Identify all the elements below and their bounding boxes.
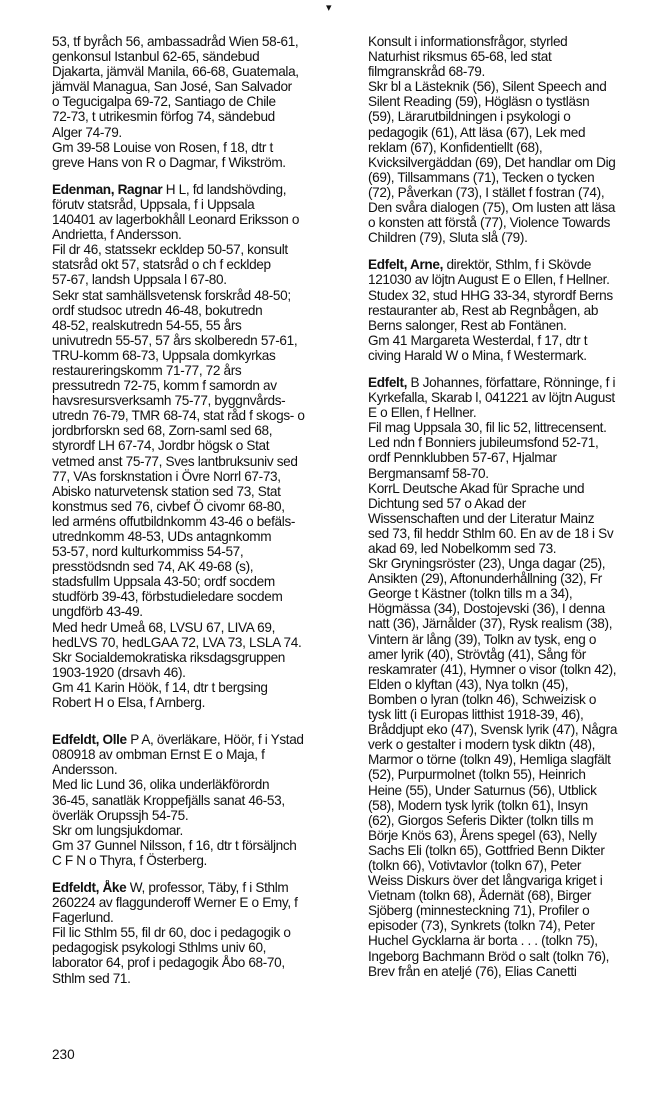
entry-line: Sjöberg (minnesteckning 71), Profiler o: [368, 903, 590, 919]
entry-line: vetmed anst 75-77, Sves lantbruksuniv sed: [52, 453, 298, 469]
entry-line: C F N o Thyra, f Österberg.: [52, 852, 207, 868]
entry-line: akad 69, led Nobelkomm sed 73.: [368, 541, 557, 556]
entry-line: Fil mag Uppsala 30, fil lic 52, littrecensent.: [368, 420, 607, 436]
entry-line: presstödsndn sed 74, AK 49-68 (s),: [52, 559, 254, 575]
entry-edfeldt-ake: [52, 880, 364, 986]
entry-line: Andrietta, f Andersson.: [52, 227, 182, 243]
entry-line: jordbrforskn sed 68, Zorn-saml sed 68,: [52, 423, 273, 439]
entry-line: (tolkn 66), Votivtavlor (tolkn 67), Peter: [368, 857, 582, 873]
entry-line: Ansikten (29), Aftonunderhållning (32), Fr: [368, 571, 602, 587]
entry-line: konstmus sed 76, civbef Ö civomr 68-80,: [52, 498, 285, 514]
entry-line: Den svåra dialogen (75), Om lusten att läsa: [368, 200, 616, 216]
entry-line: 48-52, realskutredn 54-55, 55 års: [52, 317, 242, 333]
entry-line: Elden o klyftan (43), Nya tolkn (45),: [368, 676, 569, 692]
entry-line: styrordf LH 67-74, Jordbr högsk o Stat: [52, 438, 270, 454]
entry-line: o Tegucigalpa 69-72, Santiago de Chile: [52, 94, 276, 110]
entry-line: TRU-komm 68-73, Uppsala domkyrkas: [52, 347, 276, 363]
page-top-mark: ▾: [326, 2, 332, 14]
entry-line: Alger 74-79.: [52, 124, 122, 140]
entry-line: (62), Giorgos Seferis Dikter (tolkn tills m: [368, 812, 594, 828]
entry-line: överläk Orupssjh 54-75.: [52, 807, 189, 823]
entry-line: 080918 av ombman Ernst E o Maja, f: [52, 747, 265, 763]
entry-line: genkonsul Istanbul 62-65, sändebud: [52, 49, 260, 65]
entry-line: havsresursverksamh 75-77, byggnvårds-: [52, 393, 286, 409]
entry-line: hedLVS 70, hedLGAA 72, LVA 73, LSLA 74.: [52, 634, 302, 650]
entry-line: Bråddjupt eko (47), Svensk lyrik (47), Några: [368, 722, 618, 738]
entry-continuation: [368, 34, 668, 245]
entry-line: Med lic Lund 36, olika underläkförordn: [52, 777, 270, 793]
entry-line: natt (36), Järnålder (37), Rysk realism (38),: [368, 616, 613, 632]
entry-line: stadsfullm Uppsala 43-50; ordf socdem: [52, 574, 275, 590]
entry-edenman-ragnar: [52, 182, 364, 710]
entry-line: Skr bl a Lästeknik (56), Silent Speech and: [368, 79, 607, 95]
entry-line: Vietnam (tolkn 68), Ådernät (68), Birger: [368, 888, 591, 904]
entry-line: Children (79), Sluta slå (79).: [368, 230, 528, 246]
entry-line: förutv statsråd, Uppsala, f i Uppsala: [52, 196, 255, 212]
entry-line: led arméns offutbildnkomm 43-46 o befäls-: [52, 513, 296, 529]
entry-line: Ingeborg Bachmann Bröd o salt (tolkn 76),: [368, 948, 610, 964]
entry-line: Skr om lungsjukdomar.: [52, 822, 183, 838]
entry-line: Sekr stat samhällsvetensk forskråd 48-50;: [52, 287, 291, 303]
page-number: 230: [52, 1047, 75, 1062]
entry-line: utredn 76-79, TMR 68-74, stat råd f skogs- o: [52, 408, 305, 424]
entry-line: Fil dr 46, statssekr eckldep 50-57, konsult: [52, 242, 288, 258]
entry-line: o konsten att förstå (77), Violence Towards: [368, 215, 611, 231]
entry-line: Gm 41 Margareta Westerdal, f 17, dtr t: [368, 332, 588, 348]
entry-line: 36-45, sanatläk Kroppefjälls sanat 46-53,: [52, 792, 285, 808]
entry-line: sed 73, fil heddr Sthlm 60. En av de 18 i Sv: [368, 525, 614, 541]
entry-line: 72-73, t utrikesmin förfog 74, sändebud: [52, 109, 275, 125]
entry-line: Heine (55), Under Saturnus (56), Utblick: [368, 782, 597, 798]
entry-line: Berns salonger, Rest ab Fontänen.: [368, 317, 567, 333]
entry-line: Bergmansamf 58-70.: [368, 465, 489, 481]
entry-line: W, professor, Täby, f i Sthlm: [126, 879, 289, 895]
entry-line: 53, tf byråch 56, ambassadråd Wien 58-61,: [52, 34, 299, 49]
entry-line: filmgranskråd 68-79.: [368, 64, 485, 80]
entry-line: 140401 av lagerbokhåll Leonard Eriksson o: [52, 212, 300, 228]
entry-line: B Johannes, författare, Rönninge, f i: [407, 374, 616, 390]
entry-line: Bomben o lyran (tolkn 46), Schweizisk o: [368, 691, 597, 707]
entry-line: ungdförb 43-49.: [52, 604, 143, 620]
entry-line: Börje Knös 63), Årens spegel (63), Nelly: [368, 827, 597, 843]
entry-line: greve Hans von R o Dagmar, f Wikström.: [52, 154, 286, 170]
entry-line: Studex 32, stud HHG 33-34, styrordf Berns: [368, 287, 613, 303]
entry-line: amer lyrik (40), Strövtåg (41), Sång för: [368, 646, 586, 662]
entry-line: Naturhist riksmus 65-68, led stat: [368, 49, 552, 65]
left-column: [52, 34, 364, 998]
entry-line: 1903-1920 (drsavh 46).: [52, 664, 186, 680]
entry-line: laborator 64, prof i pedagogik Åbo 68-70,: [52, 955, 285, 971]
entry-line: (58), Modern tysk lyrik (tolkn 61), Insyn: [368, 797, 588, 813]
entry-line: Gm 39-58 Louise von Rosen, f 18, dtr t: [52, 139, 273, 155]
entry-line: (59), Lärarutbildningen i psykologi o: [368, 109, 571, 125]
entry-line: KorrL Deutsche Akad für Sprache und: [368, 480, 585, 496]
entry-edfelt-johannes: [368, 375, 668, 979]
entry-line: Led ndn f Bonniers jubileumsfond 52-71,: [368, 435, 599, 451]
entry-line: Djakarta, jämväl Manila, 66-68, Guatemala,: [52, 64, 299, 80]
entry-headword: Edfeldt, Olle: [52, 732, 127, 748]
entry-line: Wissenschaften und der Literatur Mainz: [368, 510, 595, 526]
entry-line: Robert H o Elsa, f Arnberg.: [52, 695, 205, 711]
entry-edfelt-arne: [368, 257, 668, 363]
entry-line: verk o gestalter i modern tysk diktn (48),: [368, 737, 596, 753]
entry-line: Gm 37 Gunnel Nilsson, f 16, dtr t försäljnch: [52, 837, 297, 853]
entry-line: Med hedr Umeå 68, LVSU 67, LIVA 69,: [52, 619, 276, 635]
entry-line: studförb 39-43, förbstudieledare socdem: [52, 589, 283, 605]
entry-first-line: [52, 880, 364, 895]
entry-line: direktör, Sthlm, f i Skövde: [443, 257, 592, 273]
entry-first-line: [368, 257, 668, 272]
entry-first-line: [52, 732, 364, 747]
entry-line: P A, överläkare, Höör, f i Ystad: [126, 732, 304, 748]
entry-continuation: [52, 34, 364, 170]
entry-line: H L, fd landshövding,: [162, 181, 287, 197]
entry-line: Konsult i informationsfrågor, styrled: [368, 34, 568, 49]
entry-line: Kvicksilvergäddan (69), Det handlar om Dig: [368, 154, 616, 170]
entry-line: George t Kästner (tolkn tills m a 34),: [368, 586, 573, 602]
entry-headword: Edfelt,: [368, 374, 408, 390]
entry-headword: Edfeldt, Åke: [52, 879, 127, 895]
entry-line: Sthlm sed 71.: [52, 970, 131, 986]
entry-line: Gm 41 Karin Höök, f 14, dtr t bergsing: [52, 679, 268, 695]
entry-line: Brev från en ateljé (76), Elias Canetti: [368, 963, 577, 979]
entry-line: Högmässa (34), Dostojevski (36), I denna: [368, 601, 605, 617]
entry-line: Skr Socialdemokratiska riksdagsgruppen: [52, 649, 286, 665]
entry-line: statsråd okt 57, statsråd o ch f eckldep: [52, 257, 271, 273]
entry-line: pedagogik (61), Att läsa (67), Lek med: [368, 124, 586, 140]
entry-line: tysk litt (i Europas litthist 1918-39, 46),: [368, 707, 584, 723]
entry-line: episoder (73), Synkrets (tolkn 74), Peter: [368, 918, 595, 934]
entry-headword: Edfelt, Arne,: [368, 257, 444, 273]
entry-line: ordf studsoc utredn 46-48, bokutredn: [52, 302, 263, 318]
entry-line: Fagerlund.: [52, 910, 114, 926]
entry-line: 57-67, landsh Uppsala l 67-80.: [52, 272, 227, 288]
entry-line: pedagogisk psykologi Sthlms univ 60,: [52, 940, 267, 956]
entry-first-line: [368, 375, 668, 390]
entry-line: 53-57, nord kulturkommiss 54-57,: [52, 544, 244, 560]
entry-line: 77, VAs forsknstation i Övre Norrl 67-73,: [52, 468, 281, 484]
entry-line: reklam (67), Konfidentiellt (68),: [368, 139, 543, 155]
entry-line: restaureringskomm 71-77, 72 års: [52, 362, 242, 378]
entry-line: Weiss Diskurs över det långvariga kriget i: [368, 873, 603, 889]
entry-line: (52), Purpurmolnet (tolkn 55), Heinrich: [368, 767, 586, 783]
entry-line: ordf Pennklubben 57-67, Hjalmar: [368, 450, 557, 466]
entry-line: Marmor o törne (tolkn 49), Hemliga slagfält: [368, 752, 611, 768]
entry-line: Fil lic Sthlm 55, fil dr 60, doc i pedagogik o: [52, 925, 291, 941]
entry-line: Skr Gryningsröster (23), Unga dagar (25),: [368, 556, 606, 572]
entry-line: civing Harald W o Mina, f Westermark.: [368, 347, 587, 363]
entry-line: Andersson.: [52, 762, 118, 778]
entry-line: Huchel Gycklarna är borta . . . (tolkn 75),: [368, 933, 598, 949]
entry-first-line: [52, 182, 364, 197]
entry-line: utrednkomm 48-53, UDs antagnkomm: [52, 529, 272, 544]
entry-line: Vintern är lång (39), Tolkn av tysk, eng o: [368, 631, 597, 647]
entry-line: E o Ellen, f Hellner.: [368, 405, 477, 421]
entry-line: (72), Påverkan (73), I stället f fostran (74),: [368, 184, 605, 200]
entry-line: jämväl Managua, San José, San Salvador: [52, 79, 292, 95]
entry-edfeldt-olle: [52, 732, 364, 868]
entry-line: restauranter ab, Rest ab Regnbågen, ab: [368, 302, 599, 318]
entry-line: Kyrkefalla, Skarab l, 041221 av löjtn August: [368, 390, 615, 406]
entry-line: 260224 av flaggunderoff Werner E o Emy, f: [52, 895, 298, 911]
entry-line: 121030 av löjtn August E o Ellen, f Hellner.: [368, 272, 610, 288]
entry-line: Silent Reading (59), Högläsn o tystläsn: [368, 94, 590, 110]
entry-line: (69), Tillsammans (71), Tecken o tycken: [368, 169, 595, 185]
entry-line: Abisko naturvetensk station sed 73, Stat: [52, 483, 281, 499]
entry-line: Sachs Eli (tolkn 65), Gottfried Benn Dikter: [368, 842, 605, 858]
entry-line: univutredn 55-57, 57 års skolberedn 57-61,: [52, 332, 298, 348]
entry-line: Dichtung sed 57 o Akad der: [368, 495, 526, 511]
entry-line: pressutredn 72-75, komm f samordn av: [52, 378, 277, 394]
right-column: [368, 34, 668, 991]
entry-line: reskamrater (41), Hymner o visor (tolkn 42),: [368, 661, 617, 677]
entry-headword: Edenman, Ragnar: [52, 181, 163, 197]
